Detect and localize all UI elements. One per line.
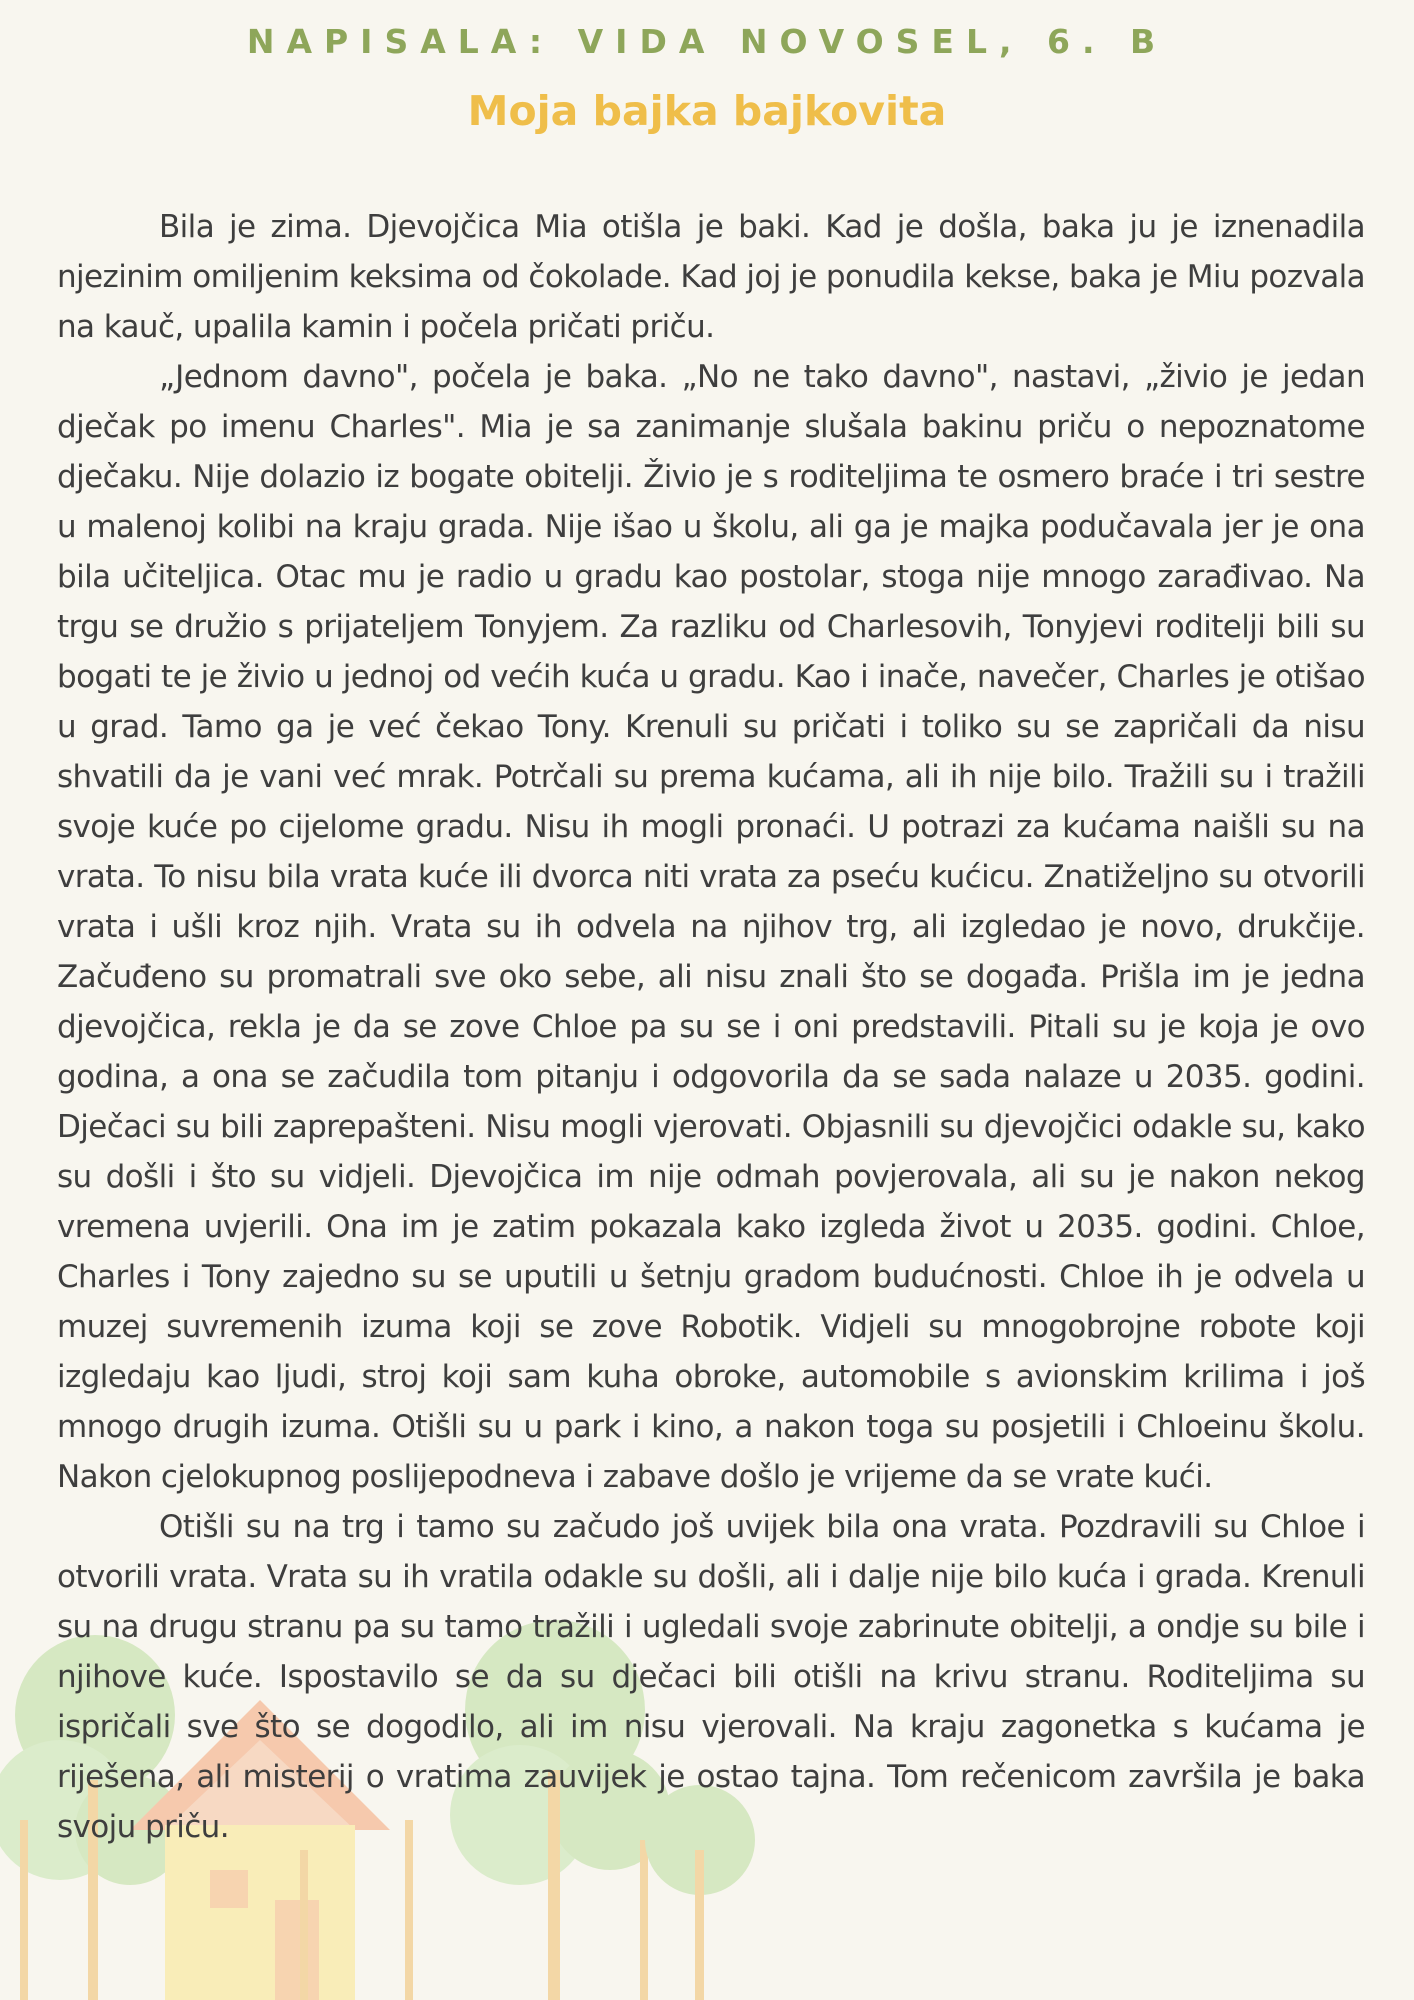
story-title: Moja bajka bajkovita	[467, 87, 947, 135]
story-paragraph: Bila je zima. Djevojčica Mia otišla je baki. Kad je došla, baka ju je iznenadila njezinim omiljenim keksima od čokolade. Kad joj je ponudila kekse, baka je Miu pozvala na kauč, upalila kamin i počela pričati priču.	[57, 209, 1365, 345]
story-body	[57, 202, 1365, 1852]
story-paragraph: Otišli su na trg i tamo su začudo još uvijek bila ona vrata. Pozdravili su Chloe i otvorili vrata. Vrata su ih vratila odakle su došli, ali i dalje nije bilo kuća i grada. Krenuli su na drugu stranu pa su tamo tražili i ugledali svoje zabrinute obitelji, a ondje su bile i njihove kuće. Ispostavilo se da su dječaci bili otišli na krivu stranu. Roditeljima su ispričali sve što se dogodilo, ali im nisu vjerovali. Na kraju zagonetka s kućama je riješena, ali misterij o vratima zauvijek je ostao tajna. Tom rečenicom završila je baka svoju priču.	[57, 1509, 1365, 1845]
story-paragraph: „Jednom davno", počela je baka. „No ne tako davno", nastavi, „živio je jedan dječak po imenu Charles". Mia je sa zanimanje slušala bakinu priču o nepoznatome dječaku. Nije dolazio iz bogate obitelji. Živio je s roditeljima te osmero braće i tri sestre u malenoj kolibi na kraju grada. Nije išao u školu, ali ga je majka podučavala jer je ona bila učiteljica. Otac mu je radio u gradu kao postolar, stoga nije mnogo zarađivao. Na trgu se družio s prijateljem Tonyjem. Za razliku od Charlesovih, Tonyjevi roditelji bili su bogati te je živio u jednoj od većih kuća u gradu. Kao i inače, navečer, Charles je otišao u grad. Tamo ga je već čekao Tony. Krenuli su pričati i toliko su se zapričali da nisu shvatili da je vani već mrak. Potrčali su prema kućama, ali ih nije bilo. Tražili su i tražili svoje kuće po cijelome gradu. Nisu ih mogli pronaći. U potrazi za kućama naišli su na vrata. To nisu bila vrata kuće ili dvorca niti vrata za pseću kućicu. Znatiželjno su otvorili vrata i ušli kroz njih. Vrata su ih odvela na njihov trg, ali izgledao je novo, drukčije. Začuđeno su promatrali sve oko sebe, ali nisu znali što se događa. Prišla im je jedna djevojčica, rekla je da se zove Chloe pa su se i oni predstavili. Pitali su je koja je ovo godina, a ona se začudila tom pitanju i odgovorila da se sada nalaze u 2035. godini. Dječaci su bili zaprepašteni. Nisu mogli vjerovati. Objasnili su djevojčici odakle su, kako su došli i što su vidjeli. Djevojčica im nije odmah povjerovala, ali su je nakon nekog vremena uvjerili. Ona im je zatim pokazala kako izgleda život u 2035. godini. Chloe, Charles i Tony zajedno su se uputili u šetnju gradom budućnosti. Chloe ih je odvela u muzej suvremenih izuma koji se zove Robotik. Vidjeli su mnogobrojne robote koji izgledaju kao ljudi, stroj koji sam kuha obroke, automobile s avionskim krilima i još mnogo drugih izuma. Otišli su u park i kino, a nakon toga su posjetili i Chloeinu školu. Nakon cjelokupnog poslijepodneva i zabave došlo je vrijeme da se vrate kući.	[57, 359, 1365, 1495]
author-line: NAPISALA: VIDA NOVOSEL, 6. B	[246, 22, 1168, 61]
